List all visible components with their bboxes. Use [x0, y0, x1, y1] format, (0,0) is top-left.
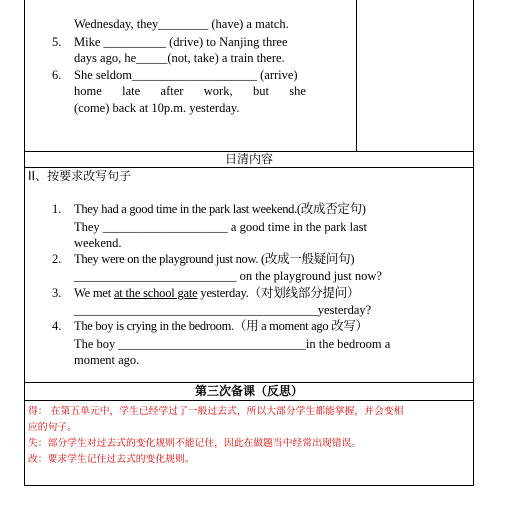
- q5-line1: Mike __________ (drive) to Nanjing three: [74, 35, 288, 49]
- reflection-line1: 得： 在第五单元中，学生已经学过了一般过去式，所以大部分学生都能掌握，并会变相: [28, 406, 404, 417]
- q3-underlined-phrase: at the school gate: [113, 286, 198, 300]
- s2-q4-number: 4.: [52, 319, 62, 333]
- s2-q4-line3: moment ago.: [74, 353, 140, 367]
- s2-q1-line3: weekend.: [74, 236, 122, 250]
- s2-q4-line1: The boy is crying in the bedroom.（用 a moment ago 改写）: [74, 319, 368, 333]
- section2-heading: II、按要求改写句子: [28, 169, 132, 183]
- q6-word: she: [289, 84, 306, 98]
- s2-q1-line1: They had a good time in the park last weekend.(改成否定句): [74, 202, 366, 216]
- table-right-border: [473, 0, 474, 485]
- q6-word: after: [160, 84, 184, 98]
- q6-line2: [74, 83, 306, 99]
- q6-word: late: [122, 84, 141, 98]
- s2-q3-line2: _______________________________________yesterday?: [74, 303, 372, 317]
- q6-line3: (come) back at 10p.m. yesterday.: [74, 101, 240, 115]
- q6-word: but: [252, 84, 269, 98]
- s2-q1-line2: They ____________________ a good time in the park last: [74, 220, 368, 234]
- top-cell-divider: [356, 0, 357, 151]
- s2-q4-line2: The boy ______________________________in the bedroom a: [74, 337, 391, 351]
- s2-q2-number: 2.: [52, 252, 62, 266]
- reflection-title: 第三次备课（反思）: [194, 384, 303, 398]
- daily-content-title: 日清内容: [224, 152, 273, 166]
- s2-q2-line2: __________________________ on the playground just now?: [74, 269, 382, 283]
- q5-number: 5.: [52, 35, 62, 49]
- table-bottom-border: [24, 485, 474, 486]
- q6-number: 6.: [52, 68, 62, 82]
- reflection-line4: 改：要求学生记住过去式的变化规则。: [28, 454, 195, 465]
- table-left-border: [24, 0, 25, 485]
- reflection-line3: 失：部分学生对过去式的变化规则不能记住，因此在做题当中经常出现错误。: [28, 438, 362, 449]
- q6-word: work,: [203, 84, 233, 98]
- s2-q3-number: 3.: [52, 286, 62, 300]
- reflection-line2: 应的句子。: [28, 422, 77, 433]
- s2-q1-number: 1.: [52, 202, 62, 216]
- s2-q2-line1: They were on the playground just now. (改成一般疑问句): [74, 252, 355, 266]
- q5-prev-line: Wednesday, they________ (have) a match.: [74, 17, 289, 31]
- s2-q3-line1: We met at the school gate yesterday.（对划线部分提问）: [74, 286, 360, 300]
- row-divider-4: [24, 400, 474, 401]
- q6-line1: She seldom____________________ (arrive): [74, 68, 298, 82]
- q5-line2: days ago, he_____(not, take) a train there.: [74, 51, 285, 65]
- q6-word: home: [74, 84, 102, 98]
